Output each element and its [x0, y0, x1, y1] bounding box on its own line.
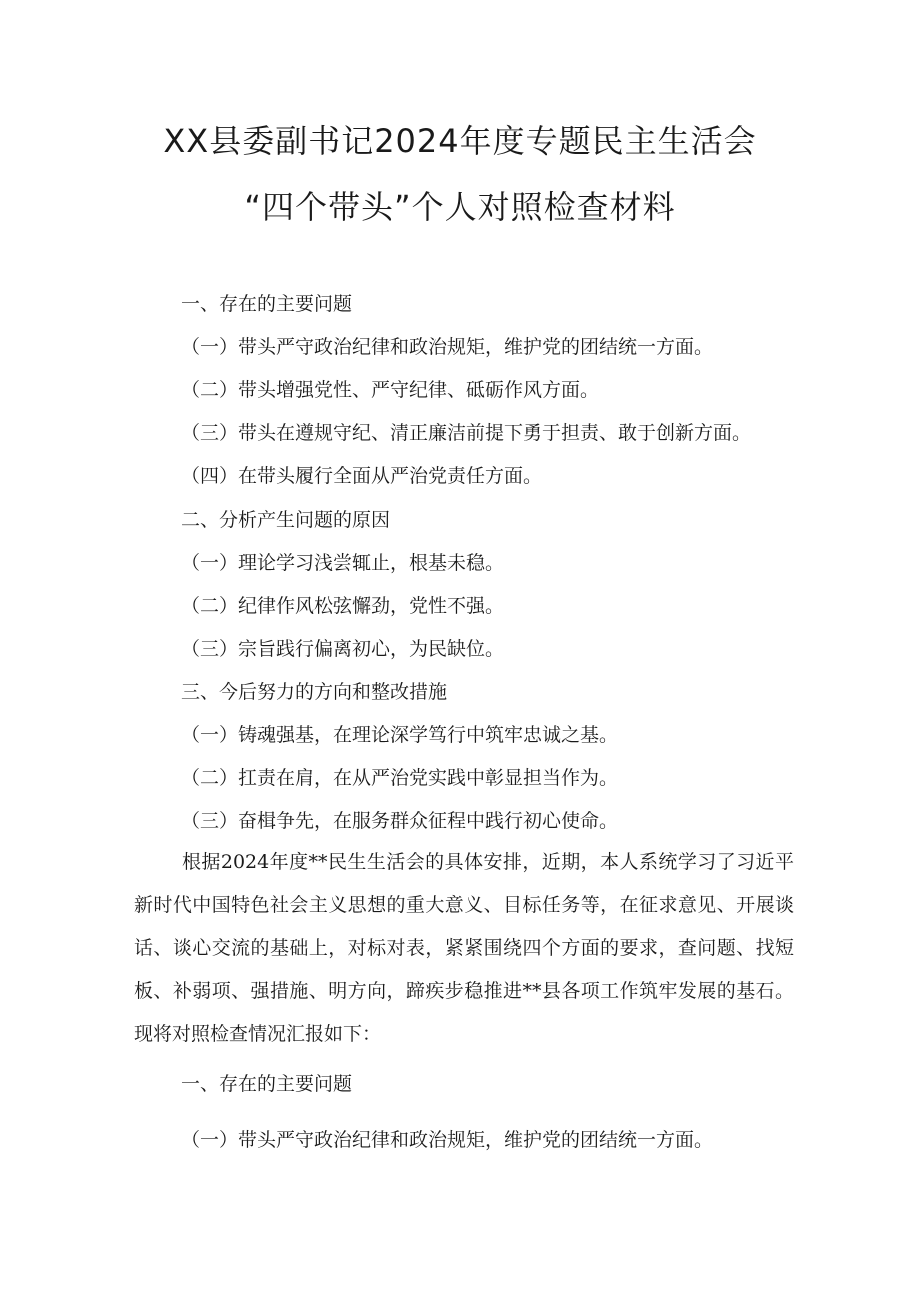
body-section1-heading: 一、存在的主要问题 [181, 1073, 353, 1095]
outline-section3-item: （二）扛责在肩，在从严治党实践中彰显担当作为。 [181, 767, 619, 789]
outline-section2-heading: 二、分析产生问题的原因 [181, 509, 391, 531]
outline-section3-item: （一）铸魂强基，在理论深学笃行中筑牢忠诚之基。 [181, 724, 619, 746]
document-title-line1: XX县委副书记2024年度专题民主生活会 [163, 122, 757, 160]
outline-section3-item: （三）奋楫争先，在服务群众征程中践行初心使命。 [181, 810, 619, 832]
outline-section1-item: （二）带头增强党性、严守纪律、砥砺作风方面。 [181, 379, 600, 401]
document-title-line2: “四个带头”个人对照检查材料 [244, 188, 676, 226]
outline-section3-heading: 三、今后努力的方向和整改措施 [181, 681, 448, 703]
outline-section1-heading: 一、存在的主要问题 [181, 293, 353, 315]
outline-section2-item: （二）纪律作风松弦懈劲，党性不强。 [181, 595, 505, 617]
intro-paragraph: 根据2024年度**民生生活会的具体安排，近期，本人系统学习了习近平新时代中国特色社会主义思想的重大意义、目标任务等，在征求意见、开展谈话、谈心交流的基础上，对标对表，紧紧围绕四个方面的要求，查问题、找短板、补弱项、强措施、明方向，蹄疾步稳推进**县各项工作筑牢发展的基石。现将对照检查情况汇报如下： [134, 851, 794, 1045]
outline-section2-item: （三）宗旨践行偏离初心，为民缺位。 [181, 638, 505, 660]
body-section1-item: （一）带头严守政治纪律和政治规矩，维护党的团结统一方面。 [181, 1129, 714, 1151]
outline-section1-item: （三）带头在遵规守纪、清正廉洁前提下勇于担责、敢于创新方面。 [181, 422, 752, 444]
outline-section2-item: （一）理论学习浅尝辄止，根基未稳。 [181, 552, 505, 574]
outline-section1-item: （一）带头严守政治纪律和政治规矩，维护党的团结统一方面。 [181, 336, 714, 358]
outline-section1-item: （四）在带头履行全面从严治党责任方面。 [181, 465, 543, 487]
